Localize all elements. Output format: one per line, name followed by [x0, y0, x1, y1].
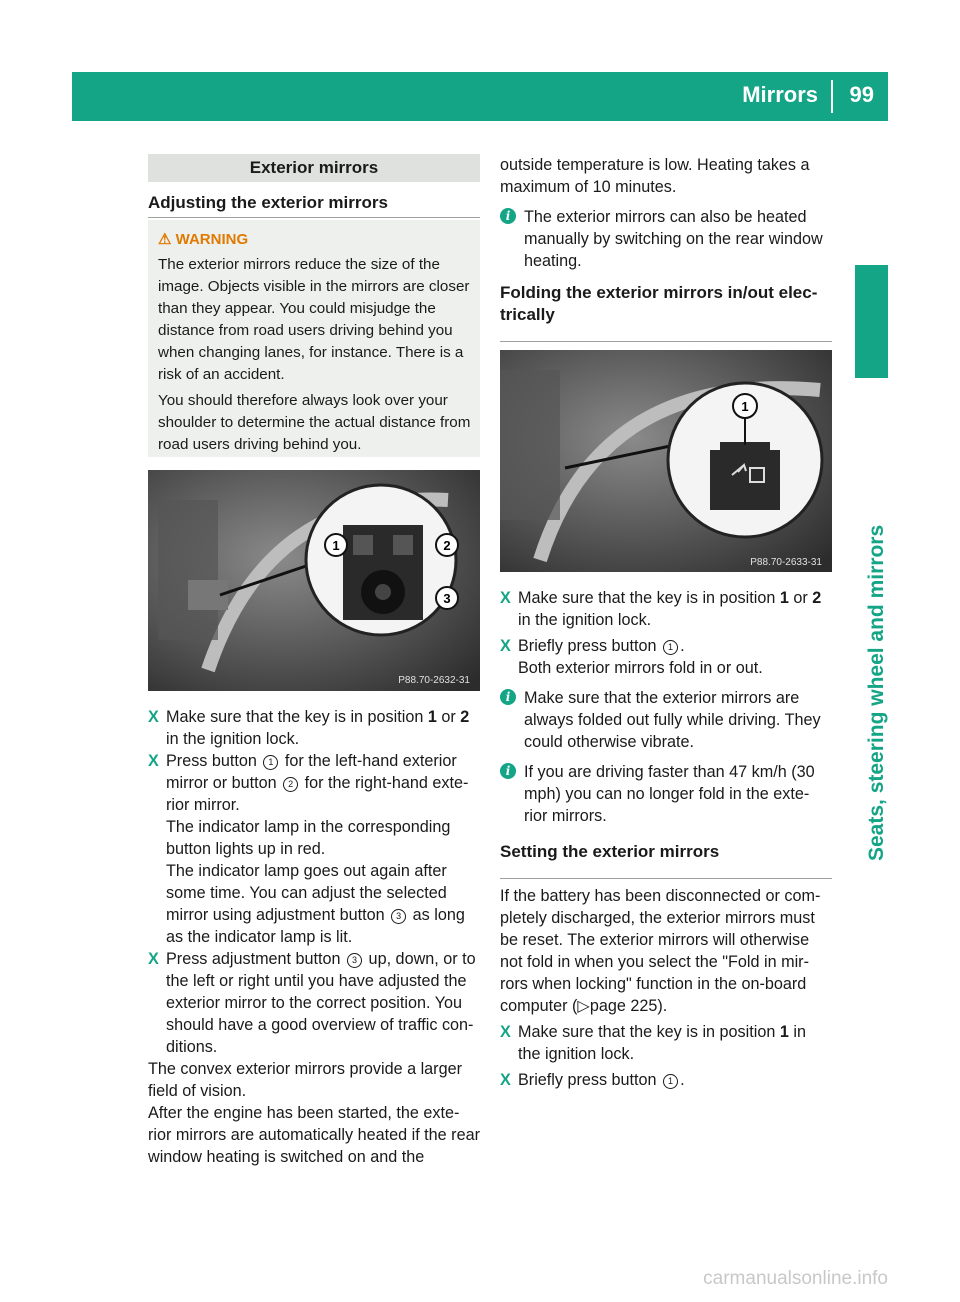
divider: [500, 878, 832, 879]
left-steps: [148, 706, 480, 1168]
subsection-title-folding: Folding the exterior mirrors in/out elec-trically: [500, 283, 818, 324]
step-1: X Make sure that the key is in position 1 or 2 in the ignition lock.: [148, 708, 470, 748]
mirror-controls-photo: [148, 470, 480, 691]
step-marker: X: [148, 752, 159, 770]
info-icon: i: [500, 208, 516, 224]
warning-text-2: You should therefore always look over your shoulder to determine the actual distance from road users driving behind you.: [158, 392, 471, 453]
info-note-3: i If you are driving faster than 47 km/h (30 mph) you can no longer fold in the exte-rior mirrors.: [500, 761, 832, 827]
warning-title: WARNING: [175, 231, 249, 248]
warning-body: [158, 254, 478, 460]
warning-triangle-icon: ⚠: [158, 231, 172, 248]
subsection-title-setting: Setting the exterior mirrors: [500, 842, 720, 861]
step-1: X Make sure that the key is in position 1 or 2 in the ignition lock.: [500, 589, 822, 629]
step-marker: X: [148, 708, 159, 726]
warning-text-1: The exterior mirrors reduce the size of the image. Objects visible in the mirrors are closer than they appear. You could misjudge the distance from road users driving behind you when changing lanes, for instance. There is a risk of an accident.: [158, 256, 470, 383]
number-1-icon: 1: [263, 755, 278, 770]
number-3-icon: 3: [391, 909, 406, 924]
step-2-result: The indicator lamp in the corresponding button lights up in red.: [166, 818, 451, 858]
info-note-2: i Make sure that the exterior mirrors are always folded out fully while driving. They could otherwise vibrate.: [500, 687, 832, 753]
warning-heading: [158, 230, 248, 248]
paragraph-continued: outside temperature is low. Heating takes a maximum of 10 minutes.: [500, 156, 810, 196]
step-marker: X: [500, 589, 511, 607]
side-chapter-tab: [855, 121, 888, 1181]
image-caption: P88.70-2632-31: [398, 675, 470, 686]
callout-1: 1: [741, 399, 749, 414]
step-marker: X: [500, 1023, 511, 1041]
number-2-icon: 2: [283, 777, 298, 792]
page-ref-arrow-icon: ▷: [577, 997, 590, 1015]
right-bottom-text: [500, 885, 832, 1091]
paragraph-reset: If the battery has been disconnected or com-pletely discharged, the exterior mirrors must be reset. The exterior mirrors will otherwise not fold in when you select the "Fold in mir-rors when locking" function in the on-board computer (▷page 225).: [500, 887, 821, 1015]
number-1-icon: 1: [663, 1074, 678, 1089]
section-title-box: [148, 154, 480, 182]
side-tab-label: Seats, steering wheel and mirrors: [865, 524, 888, 861]
number-3-icon: 3: [347, 953, 362, 968]
step-2: X Press button 1 for the left-hand exterior mirror or button 2 for the right-hand exte-rior mirror.: [148, 752, 469, 814]
callout-2: 2: [443, 538, 451, 553]
info-icon: i: [500, 763, 516, 779]
step-2-note: The indicator lamp goes out again after some time. You can adjust the selected mirror using adjustment button 3 as long as the indicator lamp is lit.: [166, 862, 465, 946]
image-caption: P88.70-2633-31: [750, 557, 822, 568]
page-header: [72, 72, 888, 121]
fold-button-illustration: [500, 350, 832, 572]
info-note-1: i The exterior mirrors can also be heated manually by switching on the rear window heating.: [500, 206, 832, 272]
section-title: Exterior mirrors: [249, 158, 379, 177]
subsection-title: Adjusting the exterior mirrors: [148, 193, 388, 212]
step-2: X Briefly press button 1 . Both exterior mirrors fold in or out.: [500, 637, 763, 677]
callout-1: 1: [332, 538, 340, 553]
step-marker: X: [500, 637, 511, 655]
side-tab-marker: [855, 265, 888, 378]
divider: [500, 341, 832, 342]
step-marker: X: [148, 950, 159, 968]
right-top-text: [500, 154, 832, 326]
warning-box: [148, 220, 480, 457]
mirror-controls-illustration: [148, 470, 480, 691]
paragraph-heating: After the engine has been started, the exte-rior mirrors are automatically heated if the rear window heating is switched on and the: [148, 1104, 480, 1166]
step-2: X Briefly press button 1 .: [500, 1071, 685, 1089]
right-steps: [500, 587, 832, 863]
watermark: carmanualsonline.info: [703, 1268, 888, 1289]
step-1: X Make sure that the key is in position 1 in the ignition lock.: [500, 1023, 806, 1063]
fold-button-photo: [500, 350, 832, 572]
page-reference[interactable]: page 225).: [589, 997, 668, 1015]
header-divider: [831, 80, 833, 113]
step-marker: X: [500, 1071, 511, 1089]
header-title: Mirrors: [742, 82, 818, 107]
step-3: X Press adjustment button 3 up, down, or to the left or right until you have adjusted the exterior mirror to the correct position. You should have a good overview of traffic con-ditions.: [148, 950, 476, 1056]
paragraph-convex: The convex exterior mirrors provide a larger field of vision.: [148, 1060, 462, 1100]
callout-3: 3: [443, 591, 451, 606]
number-1-icon: 1: [663, 640, 678, 655]
divider: [148, 217, 480, 218]
page-number: 99: [849, 82, 874, 107]
info-icon: i: [500, 689, 516, 705]
